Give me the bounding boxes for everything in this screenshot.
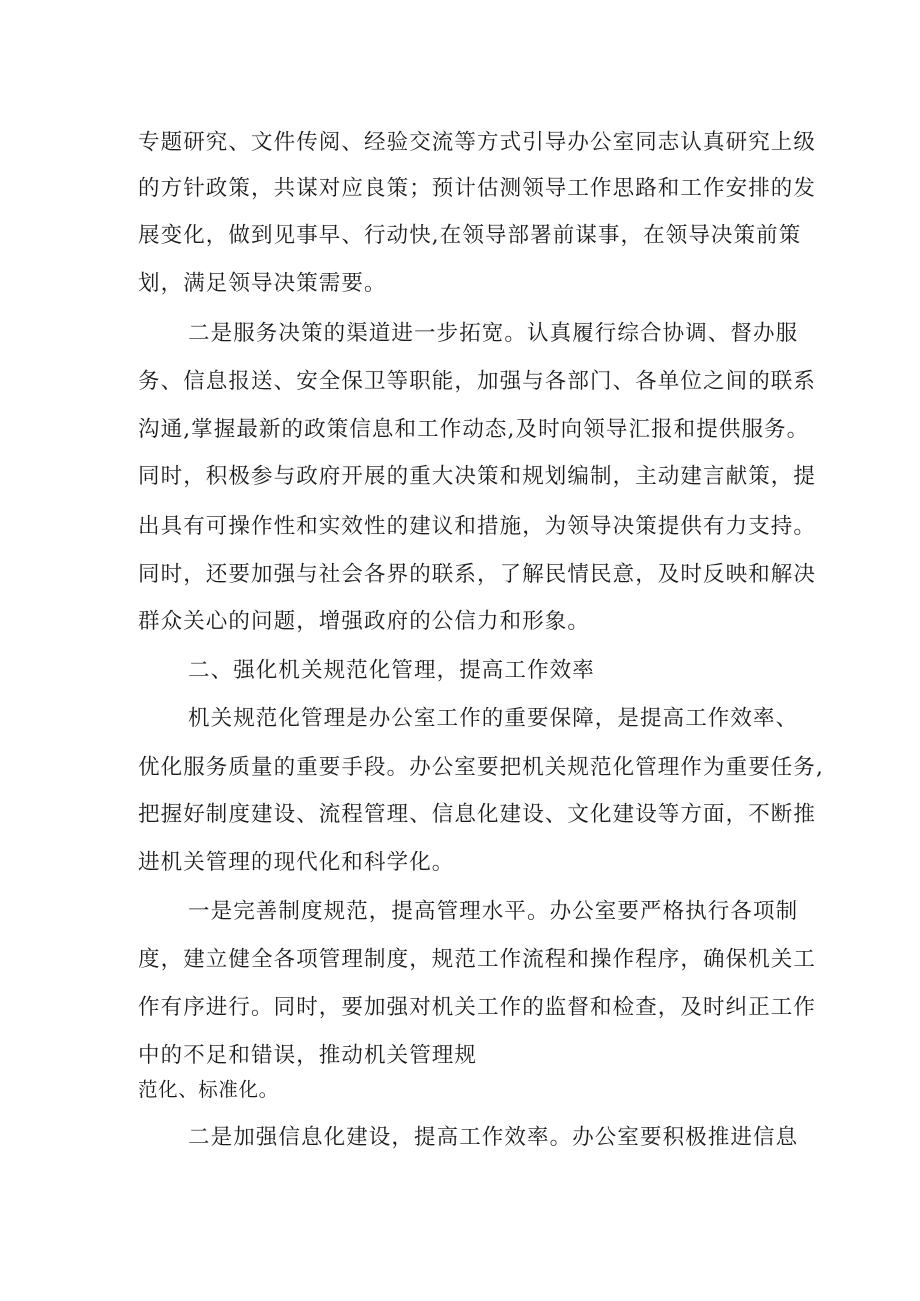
text-line: 展变化，做到见事早、行动快,在领导部署前谋事，在领导决策前策	[138, 223, 802, 248]
text-line: 出具有可操作性和实效性的建议和措施，为领导决策提供有力支持。	[138, 514, 817, 539]
text-line: 作有序进行。同时，要加强对机关工作的监督和检查，及时纠正工作	[138, 995, 817, 1020]
text-line: 专题研究、文件传阅、经验交流等方式引导办公室同志认真研究上级	[138, 130, 817, 155]
text-line: 群众关心的问题，增强政府的公信力和形象。	[138, 609, 591, 634]
text-line: 沟通,掌握最新的政策信息和工作动态,及时向领导汇报和提供服务。	[138, 417, 810, 442]
text-line: 范化、标准化。	[138, 1078, 279, 1101]
text-line: 同时，还要加强与社会各界的联系，了解民情民意，及时反映和解决	[138, 562, 817, 587]
paragraph-start-line: 二是服务决策的渠道进一步拓宽。认真履行综合协调、督办服	[188, 321, 799, 346]
text-line: 的方针政策，共谋对应良策；预计估测领导工作思路和工作安排的发	[138, 176, 817, 201]
paragraph-start-line: 一是完善制度规范，提高管理水平。办公室要严格执行各项制	[188, 899, 799, 924]
section-heading: 二、强化机关规范化管理，提高工作效率	[188, 658, 595, 683]
text-line: 划，满足领导决策需要。	[138, 271, 387, 296]
text-line: 务、信息报送、安全保卫等职能，加强与各部门、各单位之间的联系	[138, 369, 817, 394]
text-line: 度，建立健全各项管理制度，规范工作流程和操作程序，确保机关工	[138, 947, 817, 972]
paragraph-start-line: 二是加强信息化建设，提高工作效率。办公室要积极推进信息	[188, 1125, 799, 1150]
paragraph-start-line: 机关规范化管理是办公室工作的重要保障，是提高工作效率、	[188, 706, 799, 731]
text-line: 把握好制度建设、流程管理、信息化建设、文化建设等方面，不断推	[138, 802, 817, 827]
text-line: 进机关管理的现代化和科学化。	[138, 850, 455, 875]
text-line: 同时，积极参与政府开展的重大决策和规划编制，主动建言献策，提	[138, 464, 817, 489]
text-line: 中的不足和错误，推动机关管理规	[138, 1043, 478, 1068]
text-line: 优化服务质量的重要手段。办公室要把机关规范化管理作为重要任务,	[138, 755, 824, 780]
